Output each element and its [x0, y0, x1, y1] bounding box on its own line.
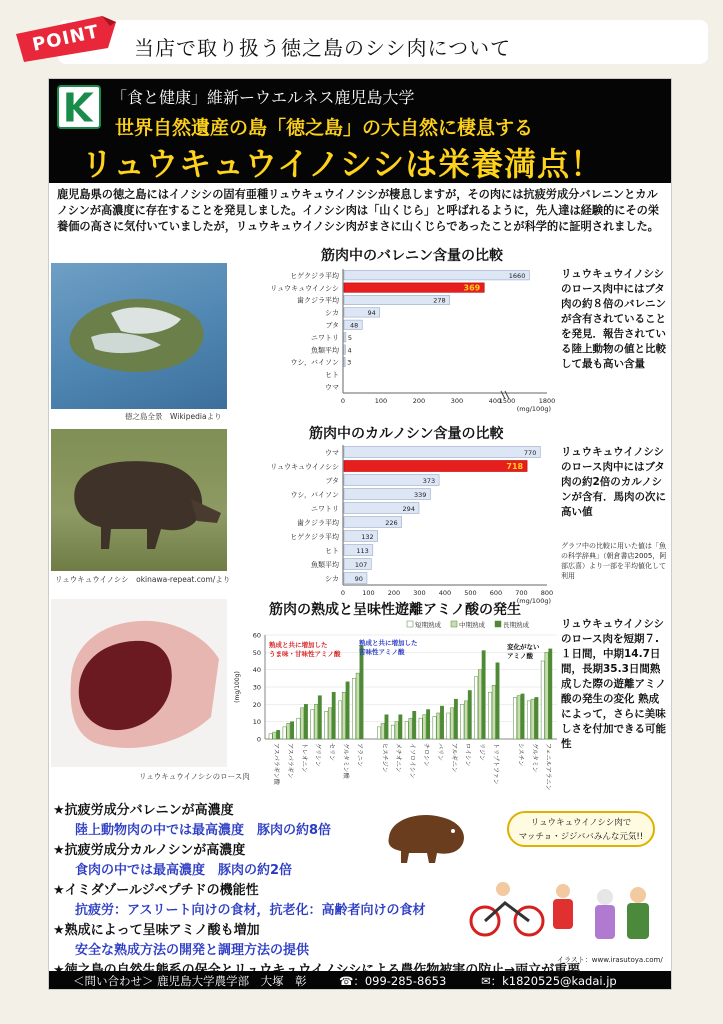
boar-photo-caption: リュウキュウイノシシ okinawa-repeat.com/より — [55, 575, 231, 584]
category-label: シカ — [325, 575, 339, 584]
summary-item-1: ★抗疲労成分バレニンが高濃度 — [53, 803, 234, 818]
unit-label: (mg/100g) — [516, 597, 551, 605]
bar — [318, 696, 321, 739]
tick-label: 1800 — [538, 397, 556, 405]
x-tick-label: トレオニン — [300, 743, 308, 773]
group-label: 変化がない — [507, 643, 540, 651]
y-tick-label: 30 — [252, 683, 261, 692]
bar — [346, 682, 349, 739]
bar — [447, 713, 450, 739]
data-label: 369 — [463, 283, 481, 293]
bar — [344, 271, 529, 280]
carnosine-chart-title: 筋肉中のカルノシン含量の比較 — [309, 426, 504, 442]
tick-label: 0 — [340, 589, 346, 597]
bar — [482, 651, 485, 739]
bar — [545, 652, 548, 739]
bar — [426, 710, 429, 739]
bar — [287, 723, 290, 739]
y-axis-label: (mg/100g) — [234, 671, 241, 703]
y-tick-label: 40 — [252, 666, 261, 675]
data-label: 107 — [354, 561, 368, 570]
bar — [409, 718, 412, 739]
bar — [437, 713, 440, 739]
bar — [496, 663, 499, 739]
poster — [48, 78, 672, 990]
x-tick-label: メチオニン — [394, 743, 402, 773]
legend-label: 長期熟成 — [503, 621, 529, 629]
category-label: ヒゲクジラ平均 — [290, 271, 339, 280]
x-tick-label: ロイシン — [464, 743, 472, 767]
x-tick-label: トリプトファン — [491, 743, 499, 785]
x-tick-label: フェニルアラニン — [544, 743, 552, 791]
category-label: ウシ，バイソン — [290, 358, 339, 367]
bar — [440, 706, 443, 739]
x-tick-label: アスパラギン酸 — [272, 743, 280, 785]
bar — [332, 692, 335, 739]
contact-phone: ☎：099-285-8653 — [339, 974, 447, 988]
header-tagline: 世界自然遺産の島「徳之島」の大自然に棲息する — [115, 117, 534, 139]
data-label: 339 — [414, 491, 427, 500]
bar — [413, 711, 416, 739]
bar — [423, 715, 426, 739]
tick-label: 600 — [489, 589, 503, 597]
data-label: 90 — [354, 575, 363, 584]
bar — [454, 699, 457, 739]
meat-photo-caption: リュウキュウイノシシのロース肉 — [139, 772, 250, 781]
bar — [399, 715, 402, 739]
university-logo-icon — [57, 85, 101, 129]
carnosine-chart — [231, 441, 561, 607]
category-label: 歯クジラ平均 — [297, 519, 339, 528]
data-label: 226 — [385, 519, 398, 528]
y-tick-label: 50 — [252, 648, 261, 657]
data-label: 373 — [422, 477, 436, 486]
tick-label: 400 — [488, 397, 502, 405]
bar — [304, 704, 307, 739]
bar — [342, 692, 345, 739]
tick-label: 400 — [438, 589, 452, 597]
bar — [468, 690, 471, 739]
x-tick-label: グリシン — [314, 743, 322, 767]
group-label: 熟成と共に増加した — [269, 641, 328, 649]
bar — [301, 708, 304, 739]
y-tick-label: 20 — [252, 700, 261, 709]
y-tick-label: 0 — [256, 735, 261, 744]
point-header — [6, 8, 714, 68]
bar — [527, 701, 530, 739]
category-label: ウマ — [325, 383, 339, 392]
tick-label: 300 — [413, 589, 426, 597]
category-label: 魚類平均 — [311, 561, 339, 570]
bubble-line-1: リュウキュウイノシシ肉で — [530, 818, 632, 828]
bar — [344, 357, 345, 366]
category-label: ヒト — [325, 547, 339, 556]
data-label: 48 — [349, 321, 359, 330]
bar — [352, 678, 355, 739]
tick-label: 1500 — [498, 397, 516, 405]
bar — [474, 677, 477, 739]
bar — [541, 661, 544, 739]
bar — [385, 715, 388, 739]
bar — [549, 649, 552, 739]
bar — [325, 711, 328, 739]
data-label: 718 — [506, 462, 524, 472]
bar — [344, 461, 527, 472]
data-label: 278 — [433, 296, 446, 305]
contact-email: ✉：k1820525@kadai.jp — [481, 974, 617, 988]
anserine-note: リュウキュウイノシシのロース肉中にはブタ肉の約８倍のバレニンが含有されていることを発見．報告されている陸上動物の値と比較して最も高い含量 — [561, 268, 666, 370]
data-label: 770 — [523, 449, 537, 458]
x-tick-label: アスパラギン — [286, 743, 294, 779]
bar — [461, 704, 464, 739]
data-label: 94 — [367, 309, 376, 318]
x-tick-label: イソロイシン — [408, 743, 416, 779]
y-tick-label: 60 — [252, 631, 261, 640]
people-illustration-icon — [445, 869, 665, 949]
intro-paragraph: 鹿児島県の徳之島にはイノシシの固有亜種リュウキュウイノシシが棲息しますが，その肉には抗疲労成分バレニンとカルノシンが高濃度に存在することを発見しました。イノシシ肉は「山くじら」と呼ばれるように，先人達は経験的にその栄養価の高さに気付いていましたが，リュウキュウイノシシ肉がまさに山くじらであったことが科学的に証明されました。 — [57, 188, 660, 233]
bar — [311, 710, 314, 739]
bar — [381, 723, 384, 739]
bar — [395, 722, 398, 739]
legend-label: 中期熟成 — [459, 621, 485, 629]
category-label: ブタ — [325, 477, 339, 486]
data-label: 1660 — [508, 271, 526, 280]
summary-sub-2: 食肉の中では最高濃度 豚肉の約2倍 — [75, 863, 293, 878]
bar — [535, 697, 538, 739]
y-tick-label: 10 — [252, 718, 261, 727]
bubble-line-2: マッチョ・ジジババみんな元気!! — [518, 832, 644, 842]
legend-swatch — [451, 621, 457, 627]
amino-acid-chart — [231, 617, 561, 793]
boar-image — [51, 429, 227, 571]
category-label: ブタ — [325, 321, 339, 330]
bar — [492, 685, 495, 739]
tick-label: 0 — [340, 397, 346, 405]
carnosine-note: リュウキュウイノシシのロース肉中にはブタ肉の約2倍のカルノシンが含有．馬肉の次に高い値 — [561, 446, 666, 518]
island-photo-caption: 徳之島全景 Wikipediaより — [125, 412, 222, 421]
contact-label: ＜問い合わせ＞ 鹿児島大学農学部 大塚 彰 — [73, 974, 307, 988]
bar — [283, 727, 286, 739]
bar — [450, 708, 453, 739]
island-photo — [51, 263, 227, 409]
category-label: ウマ — [325, 449, 339, 458]
group-label: 苦味性アミノ酸 — [359, 648, 405, 656]
tick-label: 300 — [450, 397, 464, 405]
data-label: 113 — [356, 547, 369, 556]
bar — [360, 645, 363, 739]
category-label: ヒゲクジラ平均 — [290, 533, 339, 542]
group-label: うま味・甘味性アミノ酸 — [269, 650, 341, 658]
legend-swatch — [495, 621, 501, 627]
summary-sub-1: 陸上動物肉の中では最高濃度 豚肉の約8倍 — [75, 823, 332, 838]
point-badge: POINT — [30, 21, 101, 56]
category-label: 歯クジラ平均 — [297, 296, 339, 305]
bar — [478, 670, 481, 739]
tick-label: 200 — [412, 397, 426, 405]
summary-item-2: ★抗疲労成分カルノシンが高濃度 — [53, 843, 246, 858]
summary-item-4: ★熟成によって呈味アミノ酸も増加 — [53, 923, 260, 938]
source-note: グラフ中の比較に用いた値は「魚の科学辞典」（朝倉書店2005，阿部広喜）より一部を平均値化して利用 — [561, 542, 667, 580]
bar — [419, 718, 422, 739]
tick-label: 500 — [464, 589, 477, 597]
x-tick-label: セリン — [328, 743, 336, 762]
bar — [273, 732, 276, 739]
category-label: ニワトリ — [311, 333, 339, 342]
bar — [269, 734, 272, 739]
category-label: ヒト — [325, 371, 339, 380]
summary-sub-4: 安全な熟成方法の開発と調理方法の提供 — [75, 943, 310, 958]
x-tick-label: シスチン — [516, 743, 524, 767]
bar — [517, 696, 520, 739]
bar — [521, 694, 524, 739]
bar — [405, 722, 408, 739]
data-label: 294 — [402, 505, 415, 514]
data-label: 5 — [347, 333, 353, 342]
bar — [356, 673, 359, 739]
summary-sub-3: 抗疲労：アスリート向けの食材，抗老化：高齢者向けの食材 — [75, 903, 426, 918]
anserine-chart-title: 筋肉中のバレニン含量の比較 — [321, 248, 503, 264]
x-tick-label: アラニン — [355, 743, 363, 768]
category-label: リュウキュウイノシシ — [270, 463, 339, 472]
legend-swatch — [407, 621, 413, 627]
header-title: リュウキュウイノシシは栄養満点！ — [81, 145, 604, 183]
speech-bubble — [507, 811, 655, 847]
bar — [344, 333, 346, 342]
category-label: 魚類平均 — [311, 346, 339, 355]
data-label: 132 — [361, 533, 374, 542]
x-tick-label: チロシン — [422, 743, 430, 767]
data-label: 3 — [347, 358, 352, 367]
tick-label: 700 — [515, 589, 528, 597]
group-label: アミノ酸 — [507, 652, 533, 660]
group-label: 熟成と共に増加した — [359, 639, 418, 647]
category-label: シカ — [325, 309, 339, 318]
bar — [391, 725, 394, 739]
bar — [344, 447, 540, 458]
bar — [276, 730, 279, 739]
amino-chart-title: 筋肉の熟成と呈味性遊離アミノ酸の発生 — [269, 602, 521, 618]
loin-meat-image — [51, 599, 227, 767]
header-subtitle: 「食と健康」維新ーウエルネス鹿児島大学 — [111, 88, 415, 107]
amino-note: リュウキュウイノシシのロース肉を短期７.１日間，中期14.7日間，長期35.3日間熟成した際の遊離アミノ酸の発生の変化 熟成によって，さらに美味しさを付加できる可能性 — [561, 618, 666, 750]
tick-label: 200 — [387, 589, 401, 597]
x-tick-label: アルギニン — [450, 743, 458, 773]
poster-header — [49, 79, 672, 183]
tick-label: 800 — [540, 589, 554, 597]
bar — [513, 697, 516, 739]
bar — [328, 708, 331, 739]
bar — [314, 704, 317, 739]
bar — [433, 716, 436, 739]
x-tick-label: リジン — [478, 743, 486, 761]
contact-bar — [49, 971, 672, 990]
summary-item-3: ★イミダゾールジペプチドの機能性 — [53, 883, 259, 898]
bar — [297, 718, 300, 739]
illustration-credit: イラスト：www.irasutoya.com/ — [557, 956, 663, 964]
bar — [290, 722, 293, 739]
tick-label: 100 — [362, 589, 375, 597]
data-label: 4 — [347, 346, 352, 355]
x-tick-label: グルタミン — [530, 743, 538, 773]
meat-photo — [51, 599, 227, 767]
category-label: ウシ，バイソン — [290, 491, 339, 500]
island-image — [51, 263, 227, 409]
x-tick-label: グルタミン酸 — [341, 743, 349, 779]
bar — [531, 699, 534, 739]
bar — [338, 701, 341, 739]
anserine-chart — [231, 265, 561, 421]
bar — [377, 727, 380, 739]
x-tick-label: ヒスチジン — [380, 743, 388, 773]
category-label: リュウキュウイノシシ — [270, 284, 339, 293]
bar — [464, 701, 467, 739]
unit-label: (mg/100g) — [516, 405, 551, 413]
x-tick-label: バリン — [436, 743, 444, 762]
boar-photo — [51, 429, 227, 571]
boar-illustration-icon — [379, 803, 469, 867]
page-title: 当店で取り扱う徳之島のシシ肉について — [134, 36, 512, 60]
bar — [344, 345, 346, 354]
tick-label: 100 — [374, 397, 388, 405]
bar — [488, 692, 491, 739]
category-label: ニワトリ — [311, 505, 339, 514]
legend-label: 短期熟成 — [415, 621, 441, 629]
